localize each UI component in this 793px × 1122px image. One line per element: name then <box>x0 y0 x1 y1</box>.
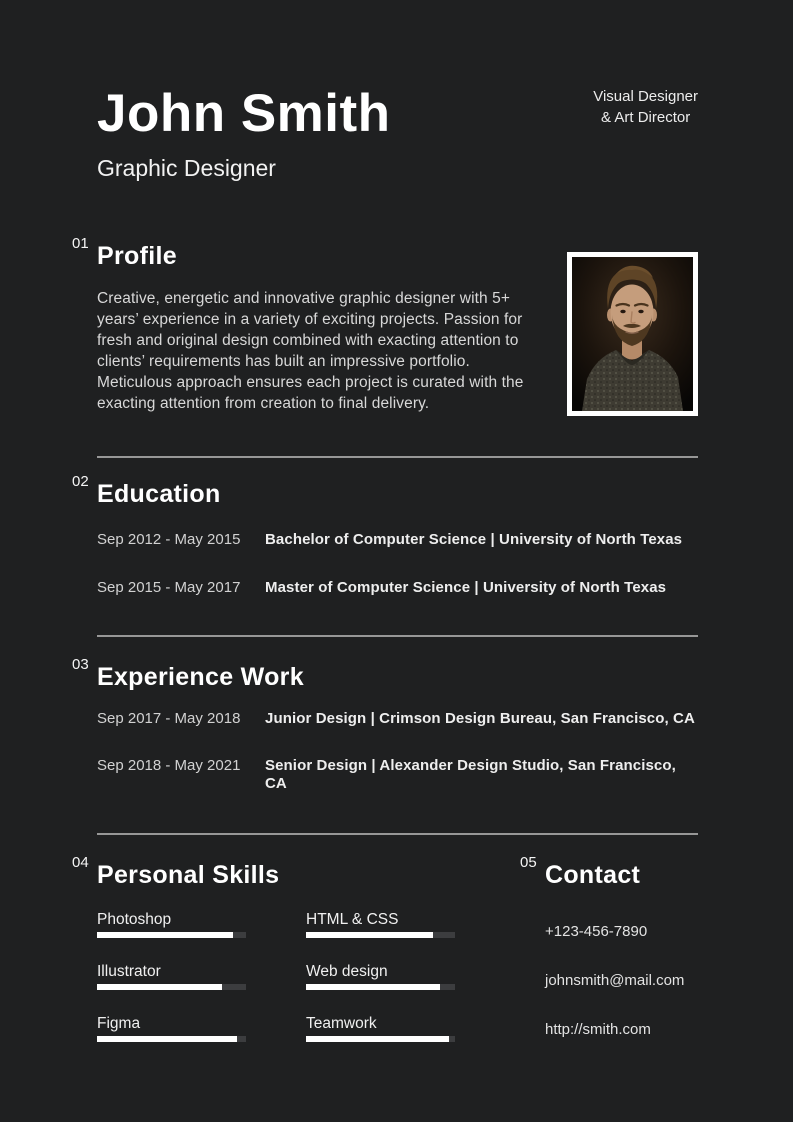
skill-label: Teamwork <box>306 1015 377 1032</box>
education-detail: Master of Computer Science | University of North Texas <box>265 579 667 596</box>
skill-item <box>97 1015 246 1042</box>
skill-item <box>306 911 455 938</box>
education-row <box>97 579 698 597</box>
profile-photo <box>567 252 698 416</box>
education-row <box>97 531 698 549</box>
experience-dates: Sep 2017 - May 2018 <box>97 710 241 727</box>
section-number: 02 <box>72 473 89 490</box>
skill-bar-fill <box>97 1036 237 1042</box>
skill-bar-fill <box>306 932 433 938</box>
section-number: 04 <box>72 854 89 871</box>
section-title: Profile <box>97 242 177 270</box>
bottom-area <box>72 854 698 1067</box>
section-title: Education <box>97 480 221 508</box>
section-title: Experience Work <box>97 663 304 691</box>
section-title: Contact <box>545 861 641 889</box>
role-line-1: Visual Designer <box>593 88 698 105</box>
section-title: Personal Skills <box>97 861 280 889</box>
role-block <box>593 86 698 128</box>
skill-bar-fill <box>97 932 233 938</box>
profile-text: Creative, energetic and innovative graphic designer with 5+ years’ experience in a variety of exciting projects. Passion for fresh and original design combined with exacting attention to clients’ requirements has built an impressive portfolio. Meticulous approach ensures each project is curated with the exacting attention from creation to final delivery. <box>97 290 524 412</box>
portrait-illustration <box>572 257 693 411</box>
skill-item <box>306 1015 455 1042</box>
divider <box>97 833 698 835</box>
skill-bar <box>306 984 455 990</box>
skill-label: Figma <box>97 1015 141 1032</box>
education-dates: Sep 2015 - May 2017 <box>97 579 241 596</box>
experience-row <box>97 710 698 728</box>
education-detail: Bachelor of Computer Science | University of North Texas <box>265 531 683 548</box>
email-address[interactable]: johnsmith@mail.com <box>545 972 685 989</box>
job-title: Graphic Designer <box>97 155 276 181</box>
education-dates: Sep 2012 - May 2015 <box>97 531 241 548</box>
skill-bar <box>97 932 246 938</box>
experience-section <box>72 656 698 793</box>
contact-list <box>545 923 684 1039</box>
skill-bar <box>97 984 246 990</box>
skill-bar-fill <box>97 984 222 990</box>
contact-section <box>520 854 685 1070</box>
education-heading <box>72 473 698 510</box>
skill-label: Web design <box>306 963 388 980</box>
section-number: 05 <box>520 854 537 871</box>
education-section <box>72 473 698 597</box>
skill-bar <box>306 932 455 938</box>
skill-label: HTML & CSS <box>306 911 399 928</box>
profile-section <box>72 235 698 414</box>
section-number: 01 <box>72 235 89 252</box>
phone-number[interactable]: +123-456-7890 <box>545 923 648 940</box>
contact-heading <box>520 854 684 891</box>
role-line-2: & Art Director <box>601 109 691 126</box>
experience-detail: Senior Design | Alexander Design Studio, San Francisco, CA <box>265 757 676 792</box>
skill-label: Illustrator <box>97 963 161 980</box>
experience-dates: Sep 2018 - May 2021 <box>97 757 241 774</box>
skill-item <box>97 963 246 990</box>
experience-detail: Junior Design | Crimson Design Bureau, San Francisco, CA <box>265 710 695 727</box>
skill-bar-fill <box>306 984 440 990</box>
skill-item <box>97 911 246 938</box>
section-number: 03 <box>72 656 89 673</box>
skill-item <box>306 963 455 990</box>
skill-bar-fill <box>306 1036 449 1042</box>
skill-bar <box>97 1036 246 1042</box>
header <box>97 0 698 182</box>
person-name: John Smith <box>97 84 391 143</box>
experience-row <box>97 757 698 793</box>
experience-heading <box>72 656 698 693</box>
divider <box>97 635 698 637</box>
skill-bar <box>306 1036 455 1042</box>
skill-label: Photoshop <box>97 911 172 928</box>
website-url[interactable]: http://smith.com <box>545 1021 651 1038</box>
divider <box>97 456 698 458</box>
